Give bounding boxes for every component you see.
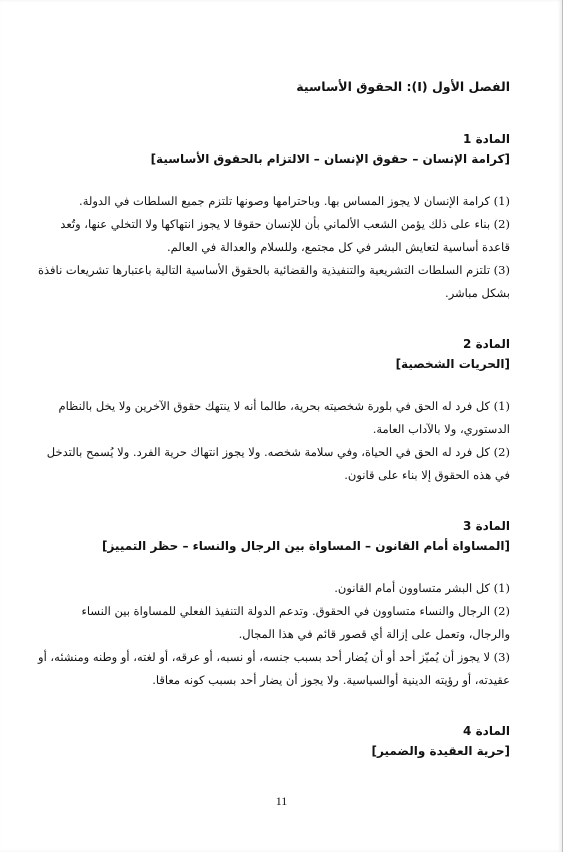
paragraph: (2) الرجال والنساء متساوون في الحقوق. وتدعم الدولة التنفيذ الفعلي للمساواة بين النساء والرجال، وتعمل على إزالة أي قصور قائم في هذا المجال. — [81, 604, 510, 641]
chapter-title: الفصل الأول (I): الحقوق الأساسية — [296, 79, 510, 94]
article-heading: [المساواة أمام القانون – المساواة بين الرجال والنساء – حظر التمييز] — [101, 539, 510, 553]
article-number: المادة 3 — [463, 519, 510, 533]
article-number: المادة 2 — [463, 337, 510, 351]
article-heading: [حرية العقيدة والضمير] — [371, 744, 510, 758]
paragraph: (2) كل فرد له الحق في الحياة، وفي سلامة شخصه. ولا يجوز انتهاك حرية الفرد. ولا يُسمح بالتدخل في هذه الحقوق إلا بناء على قانون. — [46, 445, 510, 482]
page-number: 11 — [275, 794, 288, 808]
paragraph: (2) بناء على ذلك يؤمن الشعب الألماني بأن للإنسان حقوقا لا يجوز انتهاكها ولا التخلي عنها، وتُعد قاعدة أساسية لتعايش البشر في كل مجتمع، وللسلام والعدالة في العالم. — [60, 217, 510, 254]
article-1 — [38, 130, 510, 305]
page-content — [38, 78, 510, 790]
paragraph: (1) كل فرد له الحق في بلورة شخصيته بحرية، طالما أنه لا ينتهك حقوق الآخرين ولا يخل بالنظام الدستوري، ولا بالآداب العامة. — [58, 399, 510, 436]
article-heading: [الحريات الشخصية] — [395, 357, 510, 371]
article-3 — [38, 517, 510, 692]
paragraph: (3) تلتزم السلطات التشريعية والتنفيذية والقضائية بالحقوق الأساسية التالية باعتبارها تشريعات نافذة بشكل مباشر. — [38, 263, 510, 300]
article-heading: [كرامة الإنسان – حقوق الإنسان – الالتزام بالحقوق الأساسية] — [150, 152, 510, 166]
article-2 — [38, 335, 510, 487]
article-number: المادة 4 — [463, 724, 510, 738]
paragraph: (1) كل البشر متساوون أمام القانون. — [334, 581, 510, 595]
paragraph: (3) لا يجوز أن يُميّز أحد أو أن يُضار أحد بسبب جنسه، أو نسبه، أو عرقه، أو لغته، أو وطنه ومنشئه، أو عقيدته، أو رؤيته الدينية أوالسياسية. ولا يجوز أن يضار أحد بسبب كونه معاقا. — [38, 650, 510, 687]
article-4 — [38, 722, 510, 760]
article-number: المادة 1 — [463, 132, 510, 146]
paragraph: (1) كرامة الإنسان لا يجوز المساس بها. وباحترامها وصونها تلتزم جميع السلطات في الدولة. — [79, 194, 510, 208]
